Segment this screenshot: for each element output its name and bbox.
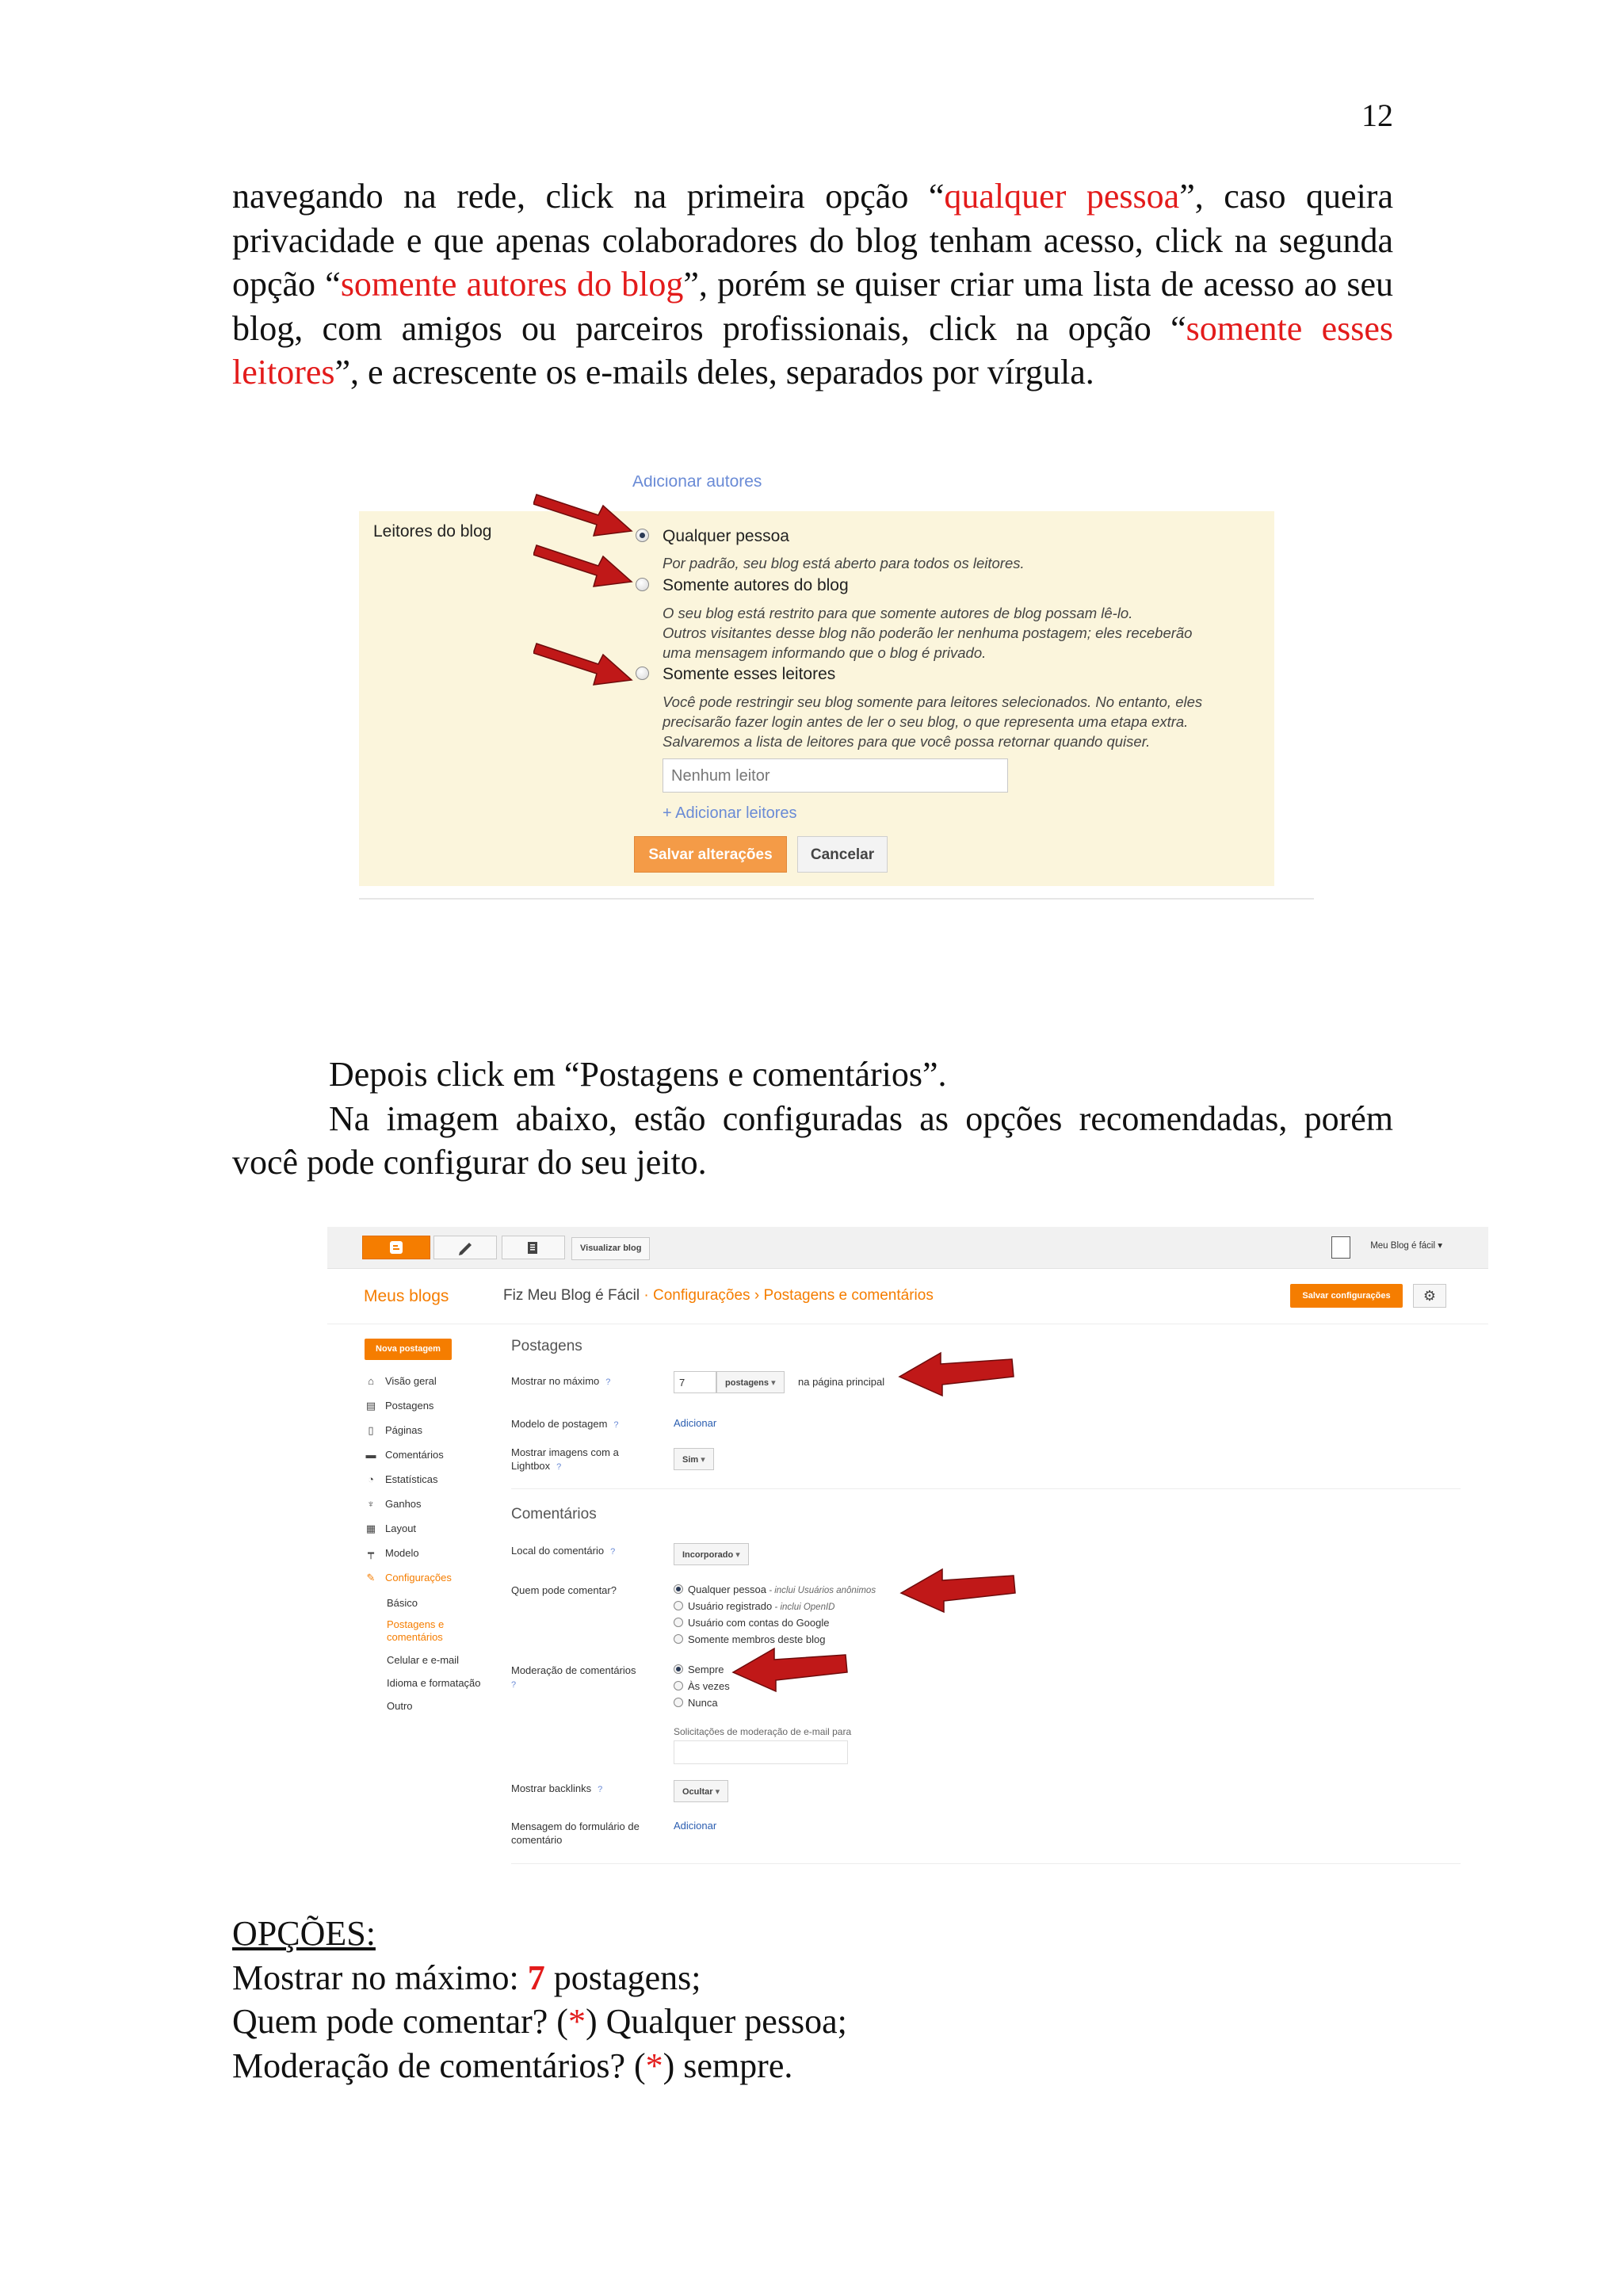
- sidebar-item-posts[interactable]: [365, 1400, 433, 1412]
- option-note: - inclui OpenID: [772, 1603, 835, 1612]
- max-posts-suffix: na página principal: [798, 1376, 885, 1388]
- breadcrumb-blog[interactable]: Fiz Meu Blog é Fácil: [503, 1287, 640, 1304]
- option-readers-desc: [663, 692, 1265, 751]
- radio-button[interactable]: [674, 1601, 683, 1610]
- cancel-button[interactable]: Cancelar: [797, 836, 888, 873]
- summary-star: *: [567, 2002, 586, 2041]
- sidebar-item-template[interactable]: [365, 1547, 419, 1560]
- my-blogs-link[interactable]: Meus blogs: [364, 1287, 449, 1305]
- blog-readers-panel: [359, 511, 1274, 886]
- middle-paragraph: [232, 1052, 1393, 1185]
- blogger-icon: [363, 1236, 430, 1259]
- desc-line: Salvaremos a lista de leitores para que você possa retornar quando quiser.: [663, 733, 1151, 750]
- who-option-anyone[interactable]: [674, 1584, 876, 1597]
- radio-these-readers[interactable]: [636, 667, 649, 680]
- sidebar-item-stats[interactable]: [365, 1473, 437, 1485]
- subnav-other[interactable]: Outro: [387, 1700, 413, 1712]
- option-label: Qualquer pessoa: [688, 1584, 767, 1595]
- option-label: Somente membros deste blog: [688, 1633, 826, 1645]
- option-label: Usuário com contas do Google: [688, 1617, 830, 1629]
- label-text: Mostrar no máximo: [511, 1375, 600, 1387]
- radio-button[interactable]: [674, 1618, 683, 1627]
- sidebar-item-label: Estatísticas: [385, 1473, 438, 1485]
- breadcrumb-current: Postagens e comentários: [763, 1287, 934, 1304]
- divider: [511, 1488, 1461, 1489]
- subnav-mobile-email[interactable]: Celular e e-mail: [387, 1654, 460, 1666]
- divider: [511, 1863, 1461, 1864]
- lightbox-label: [511, 1446, 638, 1474]
- avatar[interactable]: [1331, 1236, 1350, 1259]
- moderation-option-sometimes[interactable]: [674, 1680, 730, 1693]
- comment-location-label: [511, 1544, 615, 1559]
- moderation-email-input[interactable]: [674, 1740, 848, 1764]
- label-text: Local do comentário: [511, 1545, 605, 1557]
- post-template-add-link[interactable]: Adicionar: [674, 1417, 717, 1429]
- option-label: Nunca: [688, 1697, 718, 1709]
- page-number: 12: [1361, 97, 1393, 133]
- middle-line-2: Na imagem abaixo, estão configuradas as opções recomendadas, porém você pode configurar do seu jeito.: [232, 1098, 1393, 1182]
- label-text: Mostrar imagens com a Lightbox: [511, 1446, 619, 1472]
- lightbox-select[interactable]: Sim ▾: [674, 1448, 714, 1470]
- breadcrumb-row: [327, 1268, 1488, 1324]
- highlight-these-readers: somente esses leitores: [232, 308, 1393, 392]
- middle-line-1: Depois click em “Postagens e comentários”.: [329, 1055, 947, 1094]
- intro-paragraph: [232, 174, 1393, 395]
- post-template-label: [511, 1417, 619, 1432]
- summary-text: postagens;: [544, 1958, 701, 1997]
- red-arrow-icon: [533, 534, 636, 590]
- top-bar: [327, 1227, 1488, 1269]
- radio-anyone[interactable]: [636, 529, 649, 542]
- intro-text-3: ”, porém se quiser criar uma lista de acesso ao seu blog, com amigos ou parceiros profissionais, click na opção “: [232, 265, 1393, 348]
- stats-icon: ◔: [368, 1473, 374, 1485]
- moderation-option-always[interactable]: [674, 1664, 724, 1676]
- breadcrumb-sep: ›: [750, 1287, 764, 1304]
- divider: [359, 898, 1314, 900]
- sidebar-item-label: Layout: [385, 1522, 417, 1534]
- summary-line-max: [232, 1956, 1393, 2000]
- radio-authors-only[interactable]: [636, 578, 649, 591]
- radio-button[interactable]: [674, 1584, 683, 1594]
- form-message-add-link[interactable]: Adicionar: [674, 1820, 717, 1832]
- moderation-option-never[interactable]: [674, 1697, 718, 1710]
- option-authors-label: Somente autores do blog: [663, 576, 849, 594]
- summary-value: 7: [527, 1958, 545, 1997]
- form-message-label: Mensagem do formulário de comentário: [511, 1820, 640, 1846]
- who-can-comment-label: Quem pode comentar?: [511, 1584, 617, 1596]
- options-title: OPÇÕES:: [232, 1914, 376, 1953]
- new-post-pencil-button[interactable]: [433, 1236, 497, 1259]
- who-option-registered[interactable]: [674, 1600, 834, 1614]
- summary-line-moderation: [232, 2044, 1393, 2088]
- radio-button[interactable]: [674, 1664, 683, 1674]
- sidebar-item-layout[interactable]: [365, 1522, 416, 1535]
- pages-icon: ▯: [368, 1424, 374, 1436]
- breadcrumb: [503, 1287, 934, 1305]
- label-text: Mostrar backlinks: [511, 1782, 592, 1794]
- posts-icon: ▤: [365, 1400, 376, 1412]
- view-blog-button[interactable]: Visualizar blog: [571, 1237, 650, 1260]
- blogger-logo-button[interactable]: [362, 1236, 430, 1259]
- wrench-icon: ✎: [366, 1572, 376, 1584]
- red-arrow-icon: [730, 1645, 849, 1694]
- pencil-icon: [434, 1236, 496, 1259]
- home-icon: ⌂: [368, 1375, 374, 1387]
- who-option-google[interactable]: [674, 1617, 829, 1629]
- option-anyone-label: Qualquer pessoa: [663, 527, 789, 545]
- option-authors-desc: [663, 603, 1265, 663]
- summary-text: Moderação de comentários? (: [232, 2046, 646, 2085]
- option-label: Sempre: [688, 1664, 724, 1675]
- trophy-icon: ♆: [367, 1498, 375, 1510]
- add-readers-link[interactable]: + Adicionar leitores: [663, 804, 797, 822]
- save-changes-button[interactable]: Salvar alterações: [634, 836, 787, 873]
- highlight-authors-only: somente autores do blog: [340, 265, 684, 304]
- add-authors-link-cut[interactable]: Adicionar autores: [632, 476, 762, 487]
- template-icon: ┯: [368, 1547, 374, 1559]
- readers-input[interactable]: Nenhum leitor: [663, 758, 1008, 793]
- section-posts-title: Postagens: [511, 1338, 582, 1354]
- sidebar-item-label: Postagens: [385, 1400, 434, 1412]
- max-posts-label: [511, 1374, 610, 1389]
- subnav-language[interactable]: Idioma e formatação: [387, 1677, 481, 1689]
- summary-text: Mostrar no máximo:: [232, 1958, 528, 1997]
- option-note: - inclui Usuários anônimos: [766, 1586, 876, 1595]
- max-posts-input[interactable]: 7: [674, 1371, 716, 1393]
- sidebar-item-label: Visão geral: [385, 1375, 437, 1387]
- summary-star: *: [645, 2046, 663, 2085]
- posts-list-button[interactable]: [502, 1236, 565, 1259]
- sidebar-item-settings[interactable]: [365, 1572, 452, 1584]
- red-arrow-icon: [898, 1566, 1017, 1615]
- desc-line: precisarão fazer login antes de ler o seu blog, o que representa uma etapa extra.: [663, 713, 1189, 730]
- sidebar-item-label: Modelo: [385, 1547, 419, 1559]
- radio-button[interactable]: [674, 1698, 683, 1707]
- intro-text-4: ”, e acrescente os e-mails deles, separados por vírgula.: [334, 353, 1094, 392]
- summary-line-who: [232, 2000, 1393, 2044]
- sidebar-item-comments[interactable]: [365, 1449, 444, 1461]
- red-arrow-icon: [896, 1350, 1015, 1399]
- comments-icon: ▬: [365, 1449, 376, 1461]
- layout-icon: ▦: [365, 1522, 376, 1534]
- label-text: Modelo de postagem: [511, 1418, 608, 1430]
- sidebar-item-label: Ganhos: [385, 1498, 422, 1510]
- screenshot-blog-readers: [359, 476, 1314, 904]
- intro-text-2: ”, caso queira privacidade e que apenas colaboradores do blog tenham acesso, click na segunda opção “: [232, 177, 1393, 304]
- backlinks-select[interactable]: Ocultar ▾: [674, 1780, 728, 1802]
- sidebar-item-pages[interactable]: [365, 1424, 422, 1437]
- help-icon[interactable]: ?: [610, 1547, 616, 1557]
- new-post-button[interactable]: Nova postagem: [365, 1339, 452, 1360]
- highlight-anyone: qualquer pessoa: [944, 177, 1180, 216]
- options-summary: [232, 1912, 1393, 2088]
- gear-icon[interactable]: ⚙: [1413, 1284, 1446, 1308]
- option-label: Usuário registrado: [688, 1600, 773, 1612]
- desc-line: Por padrão, seu blog está aberto para todos os leitores.: [663, 555, 1025, 571]
- help-icon[interactable]: ?: [605, 1377, 611, 1387]
- summary-text: Quem pode comentar? (: [232, 2002, 568, 2041]
- option-anyone-desc: [663, 553, 1265, 573]
- option-readers-label: Somente esses leitores: [663, 665, 836, 683]
- intro-text-1: navegando na rede, click na primeira opção “: [232, 177, 945, 216]
- subnav-basic[interactable]: Básico: [387, 1597, 418, 1609]
- documents-icon: [502, 1236, 564, 1259]
- help-icon[interactable]: ?: [511, 1680, 517, 1690]
- sidebar-item-label: Páginas: [385, 1424, 422, 1436]
- summary-text: ) sempre.: [663, 2046, 793, 2085]
- red-arrow-icon: [533, 632, 636, 688]
- help-icon[interactable]: ?: [613, 1420, 619, 1430]
- comment-location-select[interactable]: Incorporado ▾: [674, 1543, 749, 1565]
- section-comments-title: Comentários: [511, 1506, 597, 1522]
- backlinks-label: [511, 1782, 602, 1797]
- sidebar-item-earnings[interactable]: [365, 1498, 422, 1510]
- desc-line: Você pode restringir seu blog somente para leitores selecionados. No entanto, eles: [663, 693, 1203, 710]
- save-settings-button[interactable]: Salvar configurações: [1290, 1284, 1403, 1308]
- moderation-label: [511, 1664, 658, 1692]
- user-menu[interactable]: Meu Blog é fácil ▾: [1370, 1241, 1442, 1251]
- moderation-email-hint: Solicitações de moderação de e-mail para: [674, 1726, 852, 1737]
- red-arrow-icon: [533, 483, 636, 539]
- max-posts-unit-select[interactable]: postagens ▾: [716, 1371, 785, 1393]
- sidebar-item-label: Comentários: [385, 1449, 444, 1461]
- blog-readers-label: Leitores do blog: [373, 522, 492, 541]
- help-icon[interactable]: ?: [598, 1785, 603, 1794]
- desc-line: uma mensagem informando que o blog é privado.: [663, 644, 987, 661]
- subnav-posts-comments[interactable]: Postagens e comentários: [387, 1618, 445, 1643]
- desc-line: Outros visitantes desse blog não poderão ler nenhuma postagem; eles receberão: [663, 625, 1193, 641]
- summary-text: ) Qualquer pessoa;: [585, 2002, 847, 2041]
- desc-line: O seu blog está restrito para que somente autores de blog possam lê-lo.: [663, 605, 1133, 621]
- label-text: Moderação de comentários: [511, 1664, 636, 1676]
- breadcrumb-sep: ·: [640, 1287, 654, 1304]
- breadcrumb-settings[interactable]: Configurações: [653, 1287, 750, 1304]
- who-option-members[interactable]: [674, 1633, 825, 1646]
- help-icon[interactable]: ?: [556, 1462, 562, 1472]
- sidebar-item-label: Configurações: [385, 1572, 452, 1584]
- sidebar-item-overview[interactable]: [365, 1375, 437, 1387]
- radio-button[interactable]: [674, 1681, 683, 1690]
- radio-button[interactable]: [674, 1634, 683, 1644]
- option-label: Às vezes: [688, 1680, 730, 1692]
- screenshot-blogger-settings: [327, 1227, 1488, 1865]
